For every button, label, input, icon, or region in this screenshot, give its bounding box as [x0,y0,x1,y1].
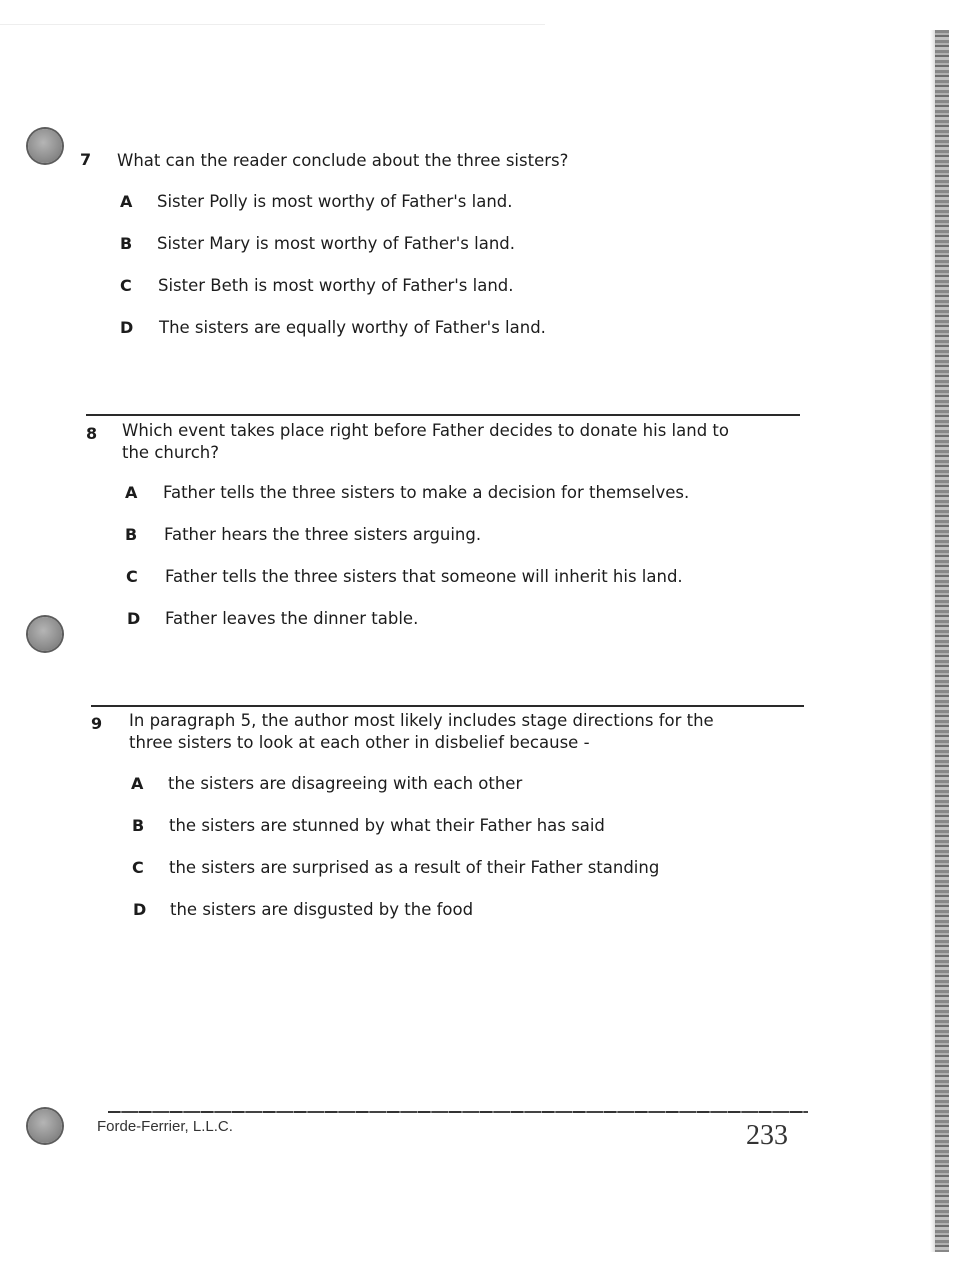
question-9 [91,710,811,925]
question-divider [86,414,800,416]
question-prompt-line-1: In paragraph 5, the author most likely includes stage directions for the [129,711,714,730]
footer-company-name: Forde-Ferrier, L.L.C. [97,1118,233,1135]
choice-text: the sisters are stunned by what their Father has said [169,816,605,835]
choice-text: Sister Beth is most worthy of Father's land. [158,276,514,295]
choice-text: Father leaves the dinner table. [165,609,419,628]
choice-text: Father hears the three sisters arguing. [164,525,482,544]
choice-text: Father tells the three sisters to make a decision for themselves. [163,483,690,502]
choice-letter: D [133,900,147,919]
question-prompt-line-2: the church? [122,443,220,462]
choice-text: the sisters are disagreeing with each other [168,774,523,793]
choice-letter: D [120,318,134,337]
footer-divider [108,1111,808,1113]
question-7 [80,150,800,340]
question-number: 8 [86,424,98,443]
choice-letter: C [126,567,138,586]
page-number: 233 [746,1120,788,1151]
choice-text: the sisters are surprised as a result of their Father standing [169,858,660,877]
choice-letter: B [120,234,133,253]
choice-letter: A [131,774,144,793]
question-number: 9 [91,714,103,733]
choice-letter: A [120,192,133,211]
scan-top-line [0,24,545,25]
choice-text: the sisters are disgusted by the food [170,900,474,919]
binder-hole-bottom [28,1109,62,1143]
question-number: 7 [80,150,92,169]
binder-hole-middle [28,617,62,651]
choice-letter: C [120,276,132,295]
question-divider [91,705,804,707]
choice-letter: A [125,483,138,502]
scan-edge-strip [935,30,949,1252]
question-prompt: What can the reader conclude about the three sisters? [117,151,569,170]
question-prompt-line-1: Which event takes place right before Father decides to donate his land to [122,421,729,440]
question-8 [86,420,806,630]
choice-text: Sister Polly is most worthy of Father's land. [157,192,513,211]
choice-text: Sister Mary is most worthy of Father's land. [157,234,516,253]
question-prompt-line-2: three sisters to look at each other in disbelief because - [129,733,590,752]
choice-letter: C [132,858,144,877]
choice-text: Father tells the three sisters that someone will inherit his land. [165,567,683,586]
choice-letter: B [132,816,145,835]
choice-text: The sisters are equally worthy of Father's land. [159,318,546,337]
choice-letter: D [127,609,141,628]
binder-hole-top [28,129,62,163]
choice-letter: B [125,525,138,544]
